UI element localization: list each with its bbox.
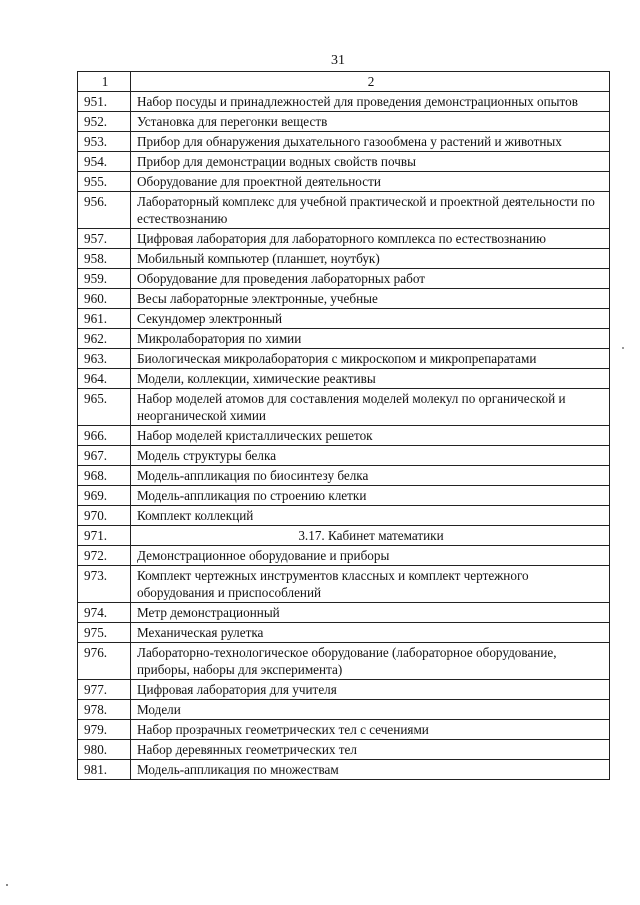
row-number: 979.: [78, 720, 131, 740]
row-number: 955.: [78, 172, 131, 192]
table-body: [78, 92, 610, 780]
table-row: [78, 680, 610, 700]
row-number: 972.: [78, 546, 131, 566]
row-number: 977.: [78, 680, 131, 700]
item-name: Механическая рулетка: [131, 623, 610, 643]
table-row: [78, 269, 610, 289]
scan-speck: [622, 347, 624, 349]
row-number: 971.: [78, 526, 131, 546]
row-number: 970.: [78, 506, 131, 526]
item-name: Оборудование для проектной деятельности: [131, 172, 610, 192]
table-row: [78, 192, 610, 229]
scan-speck: [6, 884, 8, 886]
row-number: 980.: [78, 740, 131, 760]
item-name: Цифровая лаборатория для лабораторного комплекса по естествознанию: [131, 229, 610, 249]
table-row: [78, 389, 610, 426]
item-name: Модель структуры белка: [131, 446, 610, 466]
table-row: [78, 566, 610, 603]
item-name: Лабораторно-технологическое оборудование (лабораторное оборудование, приборы, наборы для эксперимента): [131, 643, 610, 680]
row-number: 976.: [78, 643, 131, 680]
item-name: Микролаборатория по химии: [131, 329, 610, 349]
row-number: 981.: [78, 760, 131, 780]
table-row: [78, 643, 610, 680]
table-row: [78, 249, 610, 269]
page-number: 31: [331, 53, 345, 68]
item-name: Лабораторный комплекс для учебной практической и проектной деятельности по естествознанию: [131, 192, 610, 229]
item-name: Весы лабораторные электронные, учебные: [131, 289, 610, 309]
row-number: 964.: [78, 369, 131, 389]
item-name: Секундомер электронный: [131, 309, 610, 329]
row-number: 953.: [78, 132, 131, 152]
row-number: 966.: [78, 426, 131, 446]
item-name: Модель-аппликация по биосинтезу белка: [131, 466, 610, 486]
table-row: [78, 426, 610, 446]
table-row: [78, 172, 610, 192]
item-name: Набор моделей кристаллических решеток: [131, 426, 610, 446]
item-name: Мобильный компьютер (планшет, ноутбук): [131, 249, 610, 269]
row-number: 978.: [78, 700, 131, 720]
table-row: [78, 349, 610, 369]
item-name: Модель-аппликация по строению клетки: [131, 486, 610, 506]
row-number: 963.: [78, 349, 131, 369]
item-name: Метр демонстрационный: [131, 603, 610, 623]
row-number: 958.: [78, 249, 131, 269]
column-header-number: 1: [78, 72, 131, 92]
table-row: [78, 466, 610, 486]
table-row: [78, 132, 610, 152]
table-row: [78, 229, 610, 249]
table-row: [78, 506, 610, 526]
row-number: 967.: [78, 446, 131, 466]
row-number: 974.: [78, 603, 131, 623]
item-name: Оборудование для проведения лабораторных работ: [131, 269, 610, 289]
table-header-row: [78, 72, 610, 92]
item-name: Модель-аппликация по множествам: [131, 760, 610, 780]
row-number: 952.: [78, 112, 131, 132]
row-number: 962.: [78, 329, 131, 349]
table-row: [78, 623, 610, 643]
equipment-table: [77, 71, 610, 780]
row-number: 965.: [78, 389, 131, 426]
table-row: [78, 309, 610, 329]
row-number: 956.: [78, 192, 131, 229]
table-row: [78, 289, 610, 309]
item-name: Комплект коллекций: [131, 506, 610, 526]
item-name: Модели, коллекции, химические реактивы: [131, 369, 610, 389]
table-row: [78, 152, 610, 172]
table-row: [78, 446, 610, 466]
table-row: [78, 112, 610, 132]
section-title: 3.17. Кабинет математики: [131, 526, 610, 546]
item-name: Прибор для демонстрации водных свойств почвы: [131, 152, 610, 172]
column-header-name: 2: [131, 72, 610, 92]
table-row: [78, 546, 610, 566]
item-name: Модели: [131, 700, 610, 720]
row-number: 959.: [78, 269, 131, 289]
item-name: Комплект чертежных инструментов классных и комплект чертежного оборудования и приспособлений: [131, 566, 610, 603]
row-number: 968.: [78, 466, 131, 486]
section-row: [78, 526, 610, 546]
table-row: [78, 700, 610, 720]
row-number: 951.: [78, 92, 131, 112]
row-number: 960.: [78, 289, 131, 309]
table-row: [78, 329, 610, 349]
table-row: [78, 486, 610, 506]
row-number: 954.: [78, 152, 131, 172]
item-name: Набор посуды и принадлежностей для проведения демонстрационных опытов: [131, 92, 610, 112]
item-name: Биологическая микролаборатория с микроскопом и микропрепаратами: [131, 349, 610, 369]
row-number: 973.: [78, 566, 131, 603]
item-name: Цифровая лаборатория для учителя: [131, 680, 610, 700]
table-row: [78, 760, 610, 780]
row-number: 975.: [78, 623, 131, 643]
item-name: Набор прозрачных геометрических тел с сечениями: [131, 720, 610, 740]
table-row: [78, 740, 610, 760]
item-name: Демонстрационное оборудование и приборы: [131, 546, 610, 566]
item-name: Установка для перегонки веществ: [131, 112, 610, 132]
item-name: Набор моделей атомов для составления моделей молекул по органической и неорганической химии: [131, 389, 610, 426]
item-name: Прибор для обнаружения дыхательного газообмена у растений и животных: [131, 132, 610, 152]
item-name: Набор деревянных геометрических тел: [131, 740, 610, 760]
row-number: 961.: [78, 309, 131, 329]
table-row: [78, 369, 610, 389]
table-row: [78, 92, 610, 112]
table-row: [78, 720, 610, 740]
row-number: 957.: [78, 229, 131, 249]
table-row: [78, 603, 610, 623]
row-number: 969.: [78, 486, 131, 506]
